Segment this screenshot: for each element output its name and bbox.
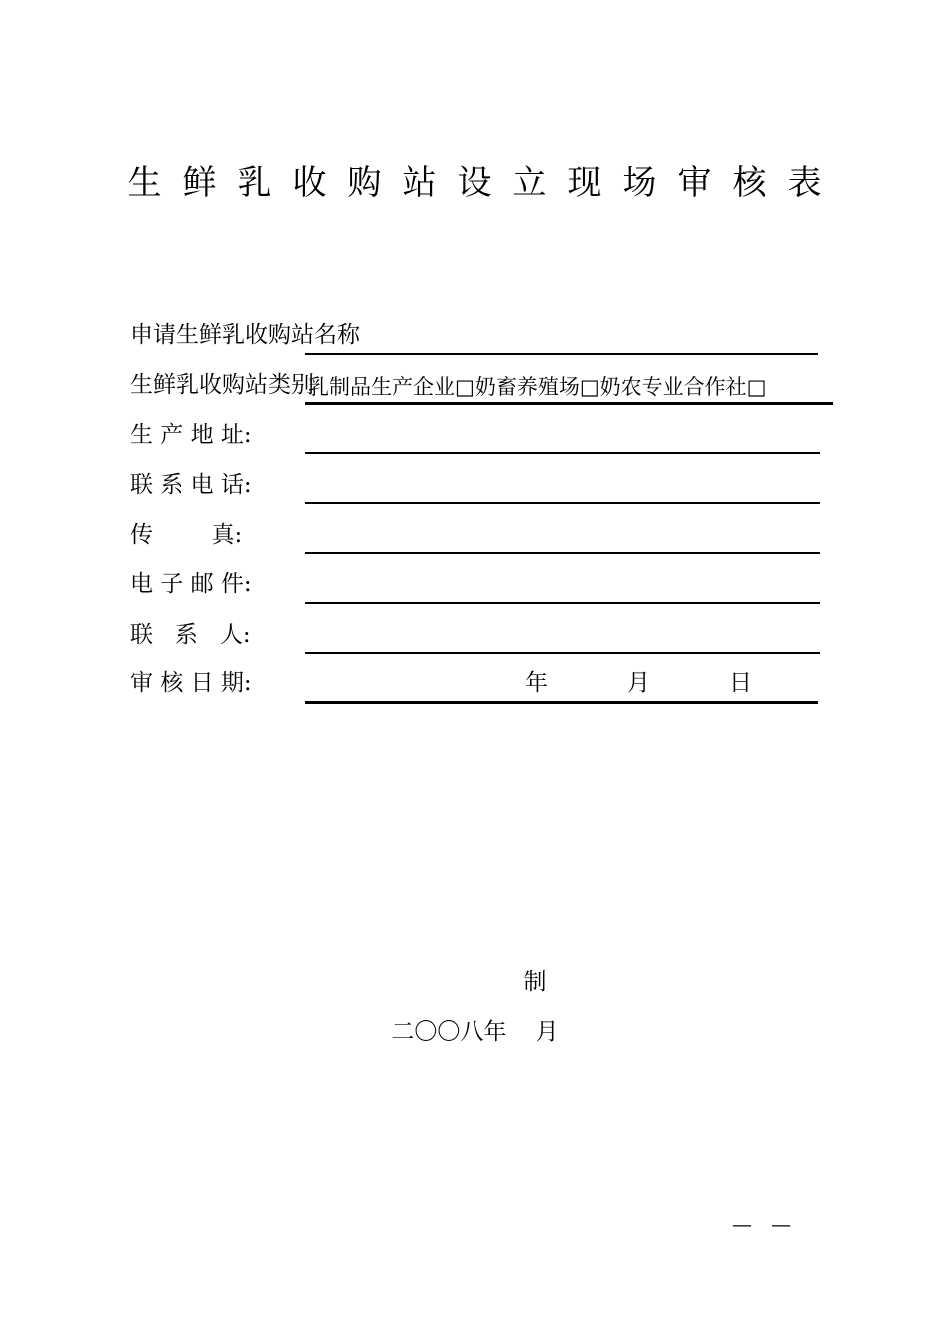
address-field[interactable] [305, 452, 820, 454]
issue-date-text: 二〇〇八年 月 [391, 1019, 559, 1045]
contact-field[interactable] [305, 652, 820, 654]
phone-label: 联 系 电 话: [130, 472, 252, 498]
page-number-marks: — — [732, 1212, 792, 1236]
review-date-field[interactable] [305, 701, 818, 704]
fax-label: 传 真: [130, 522, 243, 548]
date-year-label: 年 [525, 670, 548, 696]
address-label: 生 产 地 址: [130, 422, 252, 448]
station-name-label: 申请生鲜乳收购站名称 [130, 322, 360, 348]
station-name-field[interactable] [305, 353, 818, 355]
category-options[interactable]: 乳制品生产企业□奶畜养殖场□奶农专业合作社□ [308, 375, 767, 399]
contact-label: 联 系 人: [130, 622, 251, 648]
date-day-label: 日 [729, 670, 752, 696]
review-date-label: 审 核 日 期: [130, 670, 252, 696]
email-field[interactable] [305, 602, 820, 604]
email-label: 电 子 邮 件: [130, 571, 252, 597]
fax-field[interactable] [305, 552, 820, 554]
phone-field[interactable] [305, 502, 820, 504]
document-title: 生鲜乳收购站设立现场审核表 [127, 163, 843, 203]
date-month-label: 月 [627, 670, 650, 696]
category-field [305, 402, 833, 405]
category-label: 生鲜乳收购站类别 [130, 372, 314, 398]
made-by-text: 制 [523, 969, 547, 995]
